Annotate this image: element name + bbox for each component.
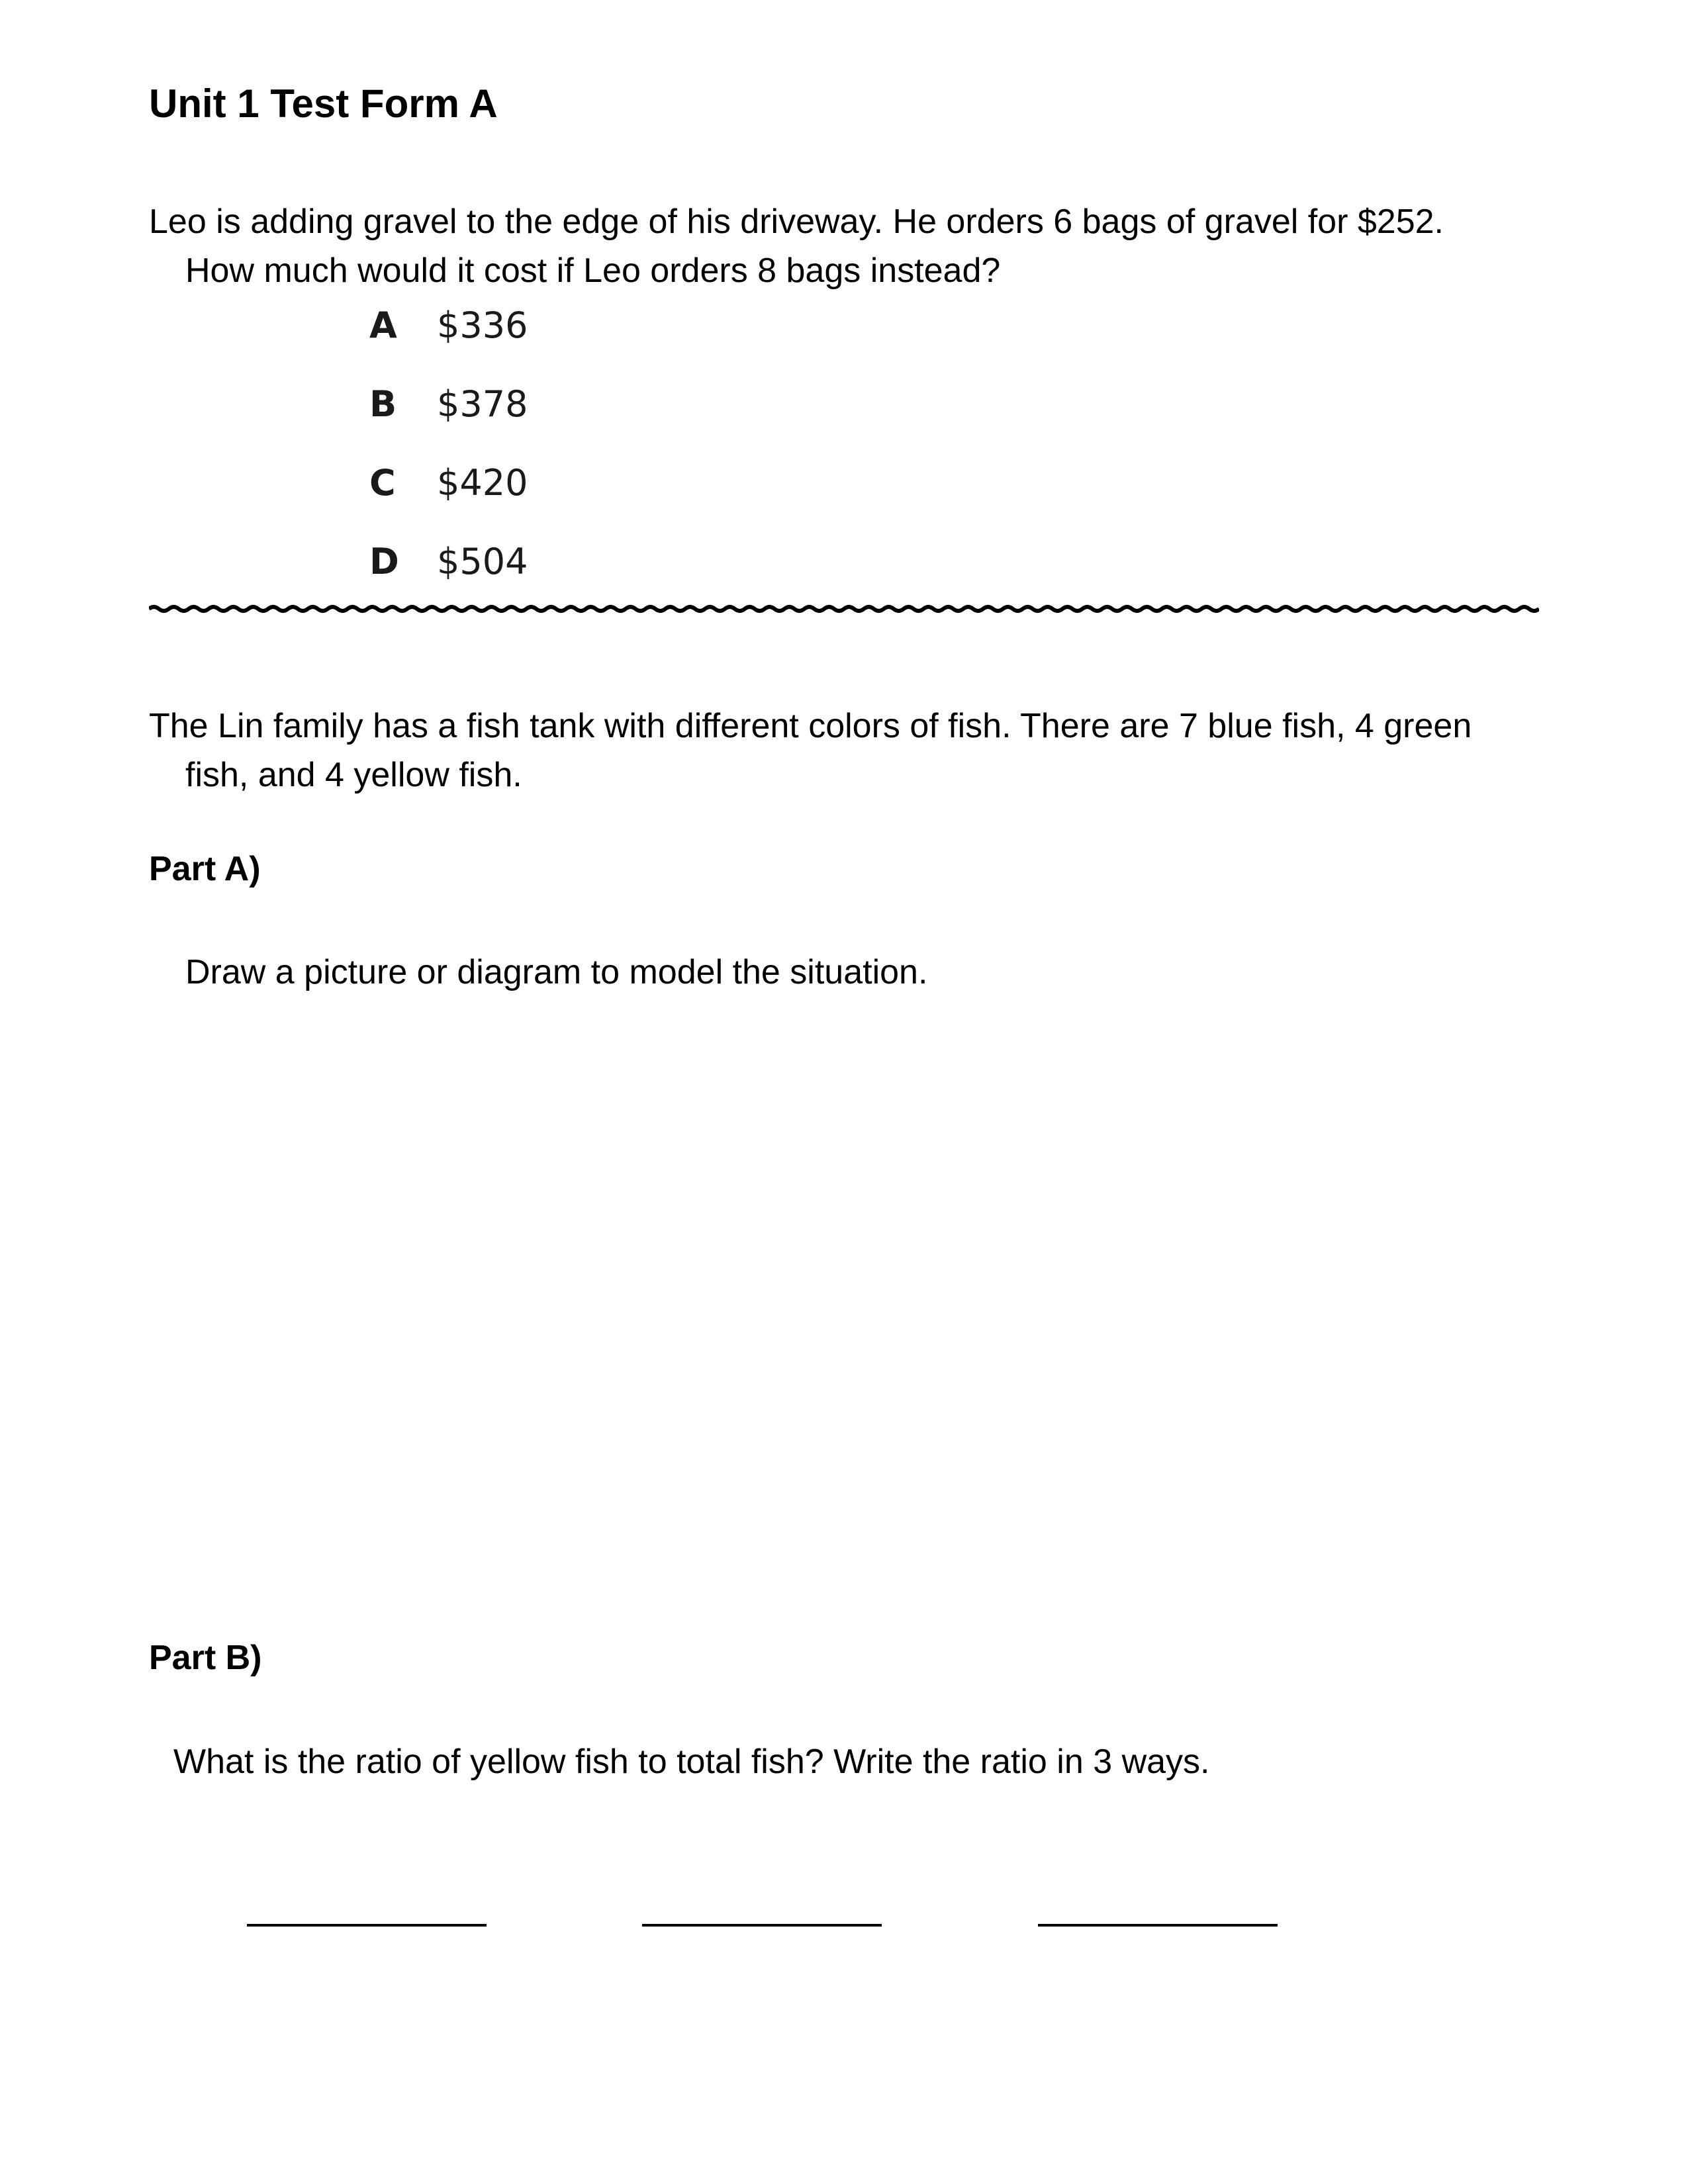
choice-letter: D <box>369 541 399 582</box>
choice-letter: B <box>369 383 397 425</box>
wavy-divider <box>149 596 1539 622</box>
choice-value: $378 <box>437 383 528 425</box>
part-b-label: Part B) <box>149 1639 262 1677</box>
wavy-divider-line <box>149 607 1539 611</box>
choice-b[interactable] <box>369 383 528 425</box>
answer-blank-2[interactable] <box>642 1924 882 1927</box>
choice-letter: C <box>369 462 396 504</box>
question-1-text-line-1: Leo is adding gravel to the edge of his driveway. He orders 6 bags of gravel for $252. <box>149 203 1444 241</box>
part-a-label: Part A) <box>149 850 261 888</box>
question-2-text-line-1: The Lin family has a fish tank with different colors of fish. There are 7 blue fish, 4 green <box>149 707 1472 745</box>
choice-a[interactable] <box>369 304 528 346</box>
part-a-prompt: Draw a picture or diagram to model the situation. <box>185 953 928 991</box>
choice-d[interactable] <box>369 541 528 582</box>
choice-value: $336 <box>437 304 528 346</box>
choice-value: $504 <box>437 541 528 582</box>
question-1-text-line-2: How much would it cost if Leo orders 8 bags instead? <box>185 251 1001 290</box>
part-b-prompt: What is the ratio of yellow fish to total fish? Write the ratio in 3 ways. <box>173 1743 1210 1781</box>
page-title: Unit 1 Test Form A <box>149 81 498 126</box>
question-2-text-line-2: fish, and 4 yellow fish. <box>185 756 522 794</box>
choice-letter: A <box>369 304 397 346</box>
answer-blank-3[interactable] <box>1038 1924 1278 1927</box>
answer-blank-1[interactable] <box>247 1924 487 1927</box>
choice-value: $420 <box>437 462 528 504</box>
choice-c[interactable] <box>369 462 528 504</box>
